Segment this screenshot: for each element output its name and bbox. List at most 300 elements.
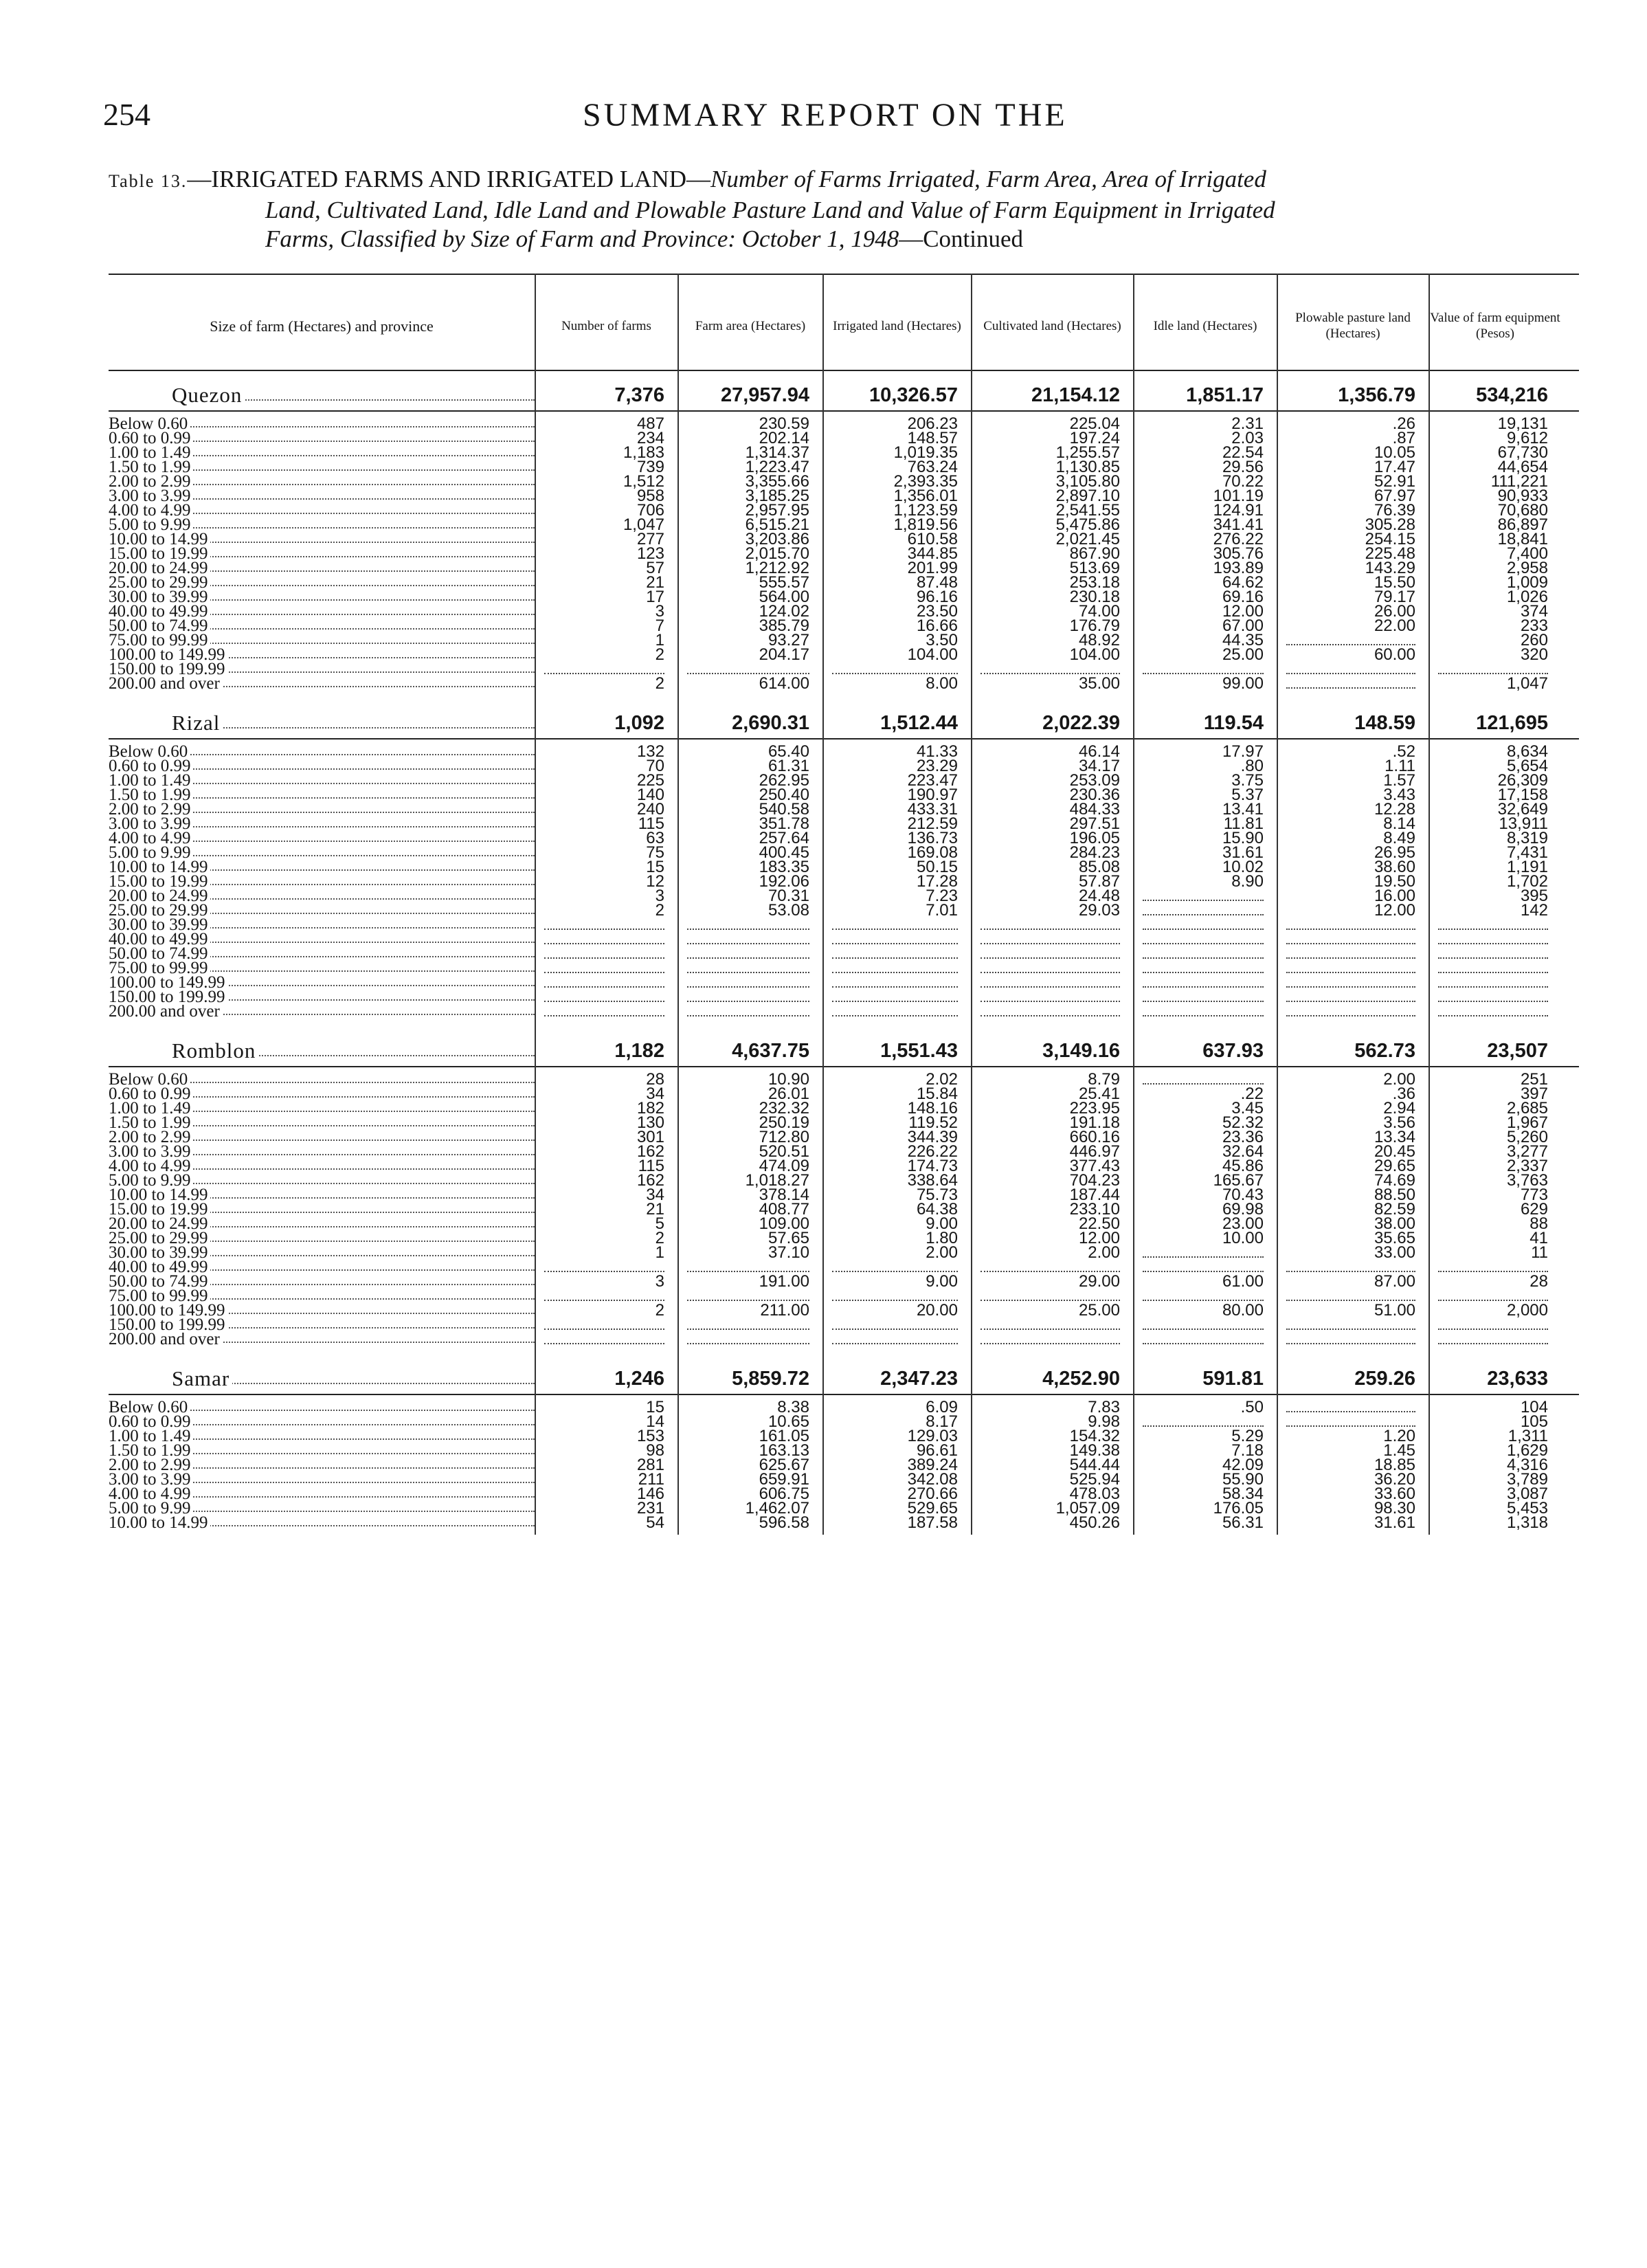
farm-size-label: 20.00 to 24.99 [109, 1217, 210, 1231]
table-cell [1430, 1318, 1548, 1332]
farm-size-label: 3.00 to 3.99 [109, 1145, 193, 1159]
table-title-italic-2: Land, Cultivated Land, Idle Land and Plowable Pasture Land and Value of Farm Equipment in Irrigated [265, 197, 1275, 223]
table-cell: 773 [1520, 1186, 1548, 1204]
table-cell: 231 [636, 1499, 664, 1517]
table-cell: 251 [1520, 1070, 1548, 1089]
table-cell: 1,026 [1506, 588, 1548, 606]
table-cell: 17.47 [1374, 458, 1415, 476]
farm-size-label: 1.50 to 1.99 [109, 788, 193, 802]
table-cell: .87 [1392, 429, 1415, 447]
table-cell [1278, 1005, 1415, 1019]
table-cell [536, 990, 664, 1004]
table-cell: 96.61 [916, 1441, 958, 1460]
farm-size-label: 100.00 to 149.99 [109, 1304, 227, 1318]
table-cell: 2,897.10 [1055, 487, 1120, 505]
table-cell: 21 [646, 1200, 664, 1219]
table-cell: 13,911 [1499, 814, 1548, 833]
table-cell: 44,654 [1497, 458, 1548, 476]
table-cell: 140 [636, 786, 664, 804]
farm-size-label: 15.00 to 19.99 [109, 875, 210, 889]
table-cell [972, 918, 1120, 932]
farm-size-label: 1.50 to 1.99 [109, 460, 193, 474]
farm-size-label: 1.50 to 1.99 [109, 1116, 193, 1130]
table-cell [1278, 961, 1415, 975]
table-cell: 90,933 [1497, 487, 1548, 505]
province-total-cell: 7,376 [614, 384, 664, 406]
table-cell [1134, 1333, 1264, 1346]
table-cell: 23.50 [916, 602, 958, 621]
table-cell: 2 [655, 674, 664, 693]
farm-size-label: 2.00 to 2.99 [109, 475, 193, 489]
table-cell: 69.98 [1222, 1200, 1264, 1219]
farm-size-label: 40.00 to 49.99 [109, 605, 210, 619]
table-cell: 614.00 [759, 674, 809, 693]
table-cell [824, 1333, 958, 1346]
table-cell: 104.00 [1069, 645, 1120, 664]
table-cell: 3,277 [1506, 1142, 1548, 1161]
table-cell: 2,393.35 [893, 472, 958, 491]
table-cell: 540.58 [759, 800, 809, 819]
table-cell [679, 961, 809, 975]
table-cell: 3,789 [1506, 1470, 1548, 1489]
table-cell: 115 [638, 814, 664, 833]
table-cell: 88 [1530, 1214, 1548, 1233]
table-cell: 230.36 [1069, 786, 1120, 804]
table-cell: 10.90 [768, 1070, 809, 1089]
table-cell: 5,260 [1506, 1128, 1548, 1146]
table-cell: 12 [646, 872, 664, 891]
farm-size-label: 40.00 to 49.99 [109, 1260, 210, 1274]
table-cell: 867.90 [1069, 544, 1120, 563]
table-cell: 163.13 [759, 1441, 809, 1460]
table-title-main: —IRRIGATED FARMS AND IRRIGATED LAND— [187, 166, 710, 192]
table-cell [972, 990, 1120, 1004]
province-total-cell: 10,326.57 [869, 384, 958, 406]
table-cell: 9.00 [926, 1272, 958, 1291]
table-cell: 660.16 [1069, 1128, 1120, 1146]
table-cell: 277 [636, 530, 664, 548]
table-cell: 2 [655, 645, 664, 664]
table-cell: 146 [636, 1485, 664, 1503]
table-cell: 21 [646, 573, 664, 592]
table-cell [1430, 961, 1548, 975]
table-cell: 119.52 [908, 1113, 958, 1132]
table-cell: 28 [1530, 1272, 1548, 1291]
table-cell: 105 [1520, 1412, 1548, 1431]
table-cell: 233 [1520, 616, 1548, 635]
farm-size-label: 30.00 to 39.99 [109, 590, 210, 604]
table-cell: 132 [636, 742, 664, 761]
table-cell [972, 1333, 1120, 1346]
table-cell: 153 [636, 1427, 664, 1445]
table-cell: 187.44 [1069, 1186, 1120, 1204]
column-rule [1133, 274, 1134, 1535]
table-cell [972, 1005, 1120, 1019]
province-total-cell: 1,551.43 [880, 1040, 958, 1062]
table-cell: 1,629 [1506, 1441, 1548, 1460]
table-cell: 29.03 [1078, 901, 1120, 920]
table-cell: 629 [1520, 1200, 1548, 1219]
table-cell: 484.33 [1069, 800, 1120, 819]
table-cell: 8.14 [1383, 814, 1415, 833]
province-total-cell: 1,356.79 [1338, 384, 1415, 406]
table-cell: 211 [638, 1470, 664, 1489]
province-name: Quezon [172, 383, 245, 407]
table-cell: 385.79 [759, 616, 809, 635]
table-cell: 1,018.27 [745, 1171, 809, 1190]
table-cell: 377.43 [1069, 1157, 1120, 1175]
table-cell: 69.16 [1222, 588, 1264, 606]
table-cell: 101.19 [1213, 487, 1264, 505]
table-cell: 1,318 [1506, 1513, 1548, 1532]
farm-size-label: 100.00 to 149.99 [109, 976, 227, 990]
province-total-cell: 2,690.31 [732, 712, 809, 734]
column-header-6: Plowable pasture land (Hectares) [1295, 311, 1411, 341]
table-cell: 88.50 [1374, 1186, 1415, 1204]
table-cell: 18,841 [1497, 530, 1548, 548]
table-cell: 2.02 [926, 1070, 958, 1089]
table-cell: 67.97 [1374, 487, 1415, 505]
table-cell: 16.66 [916, 616, 958, 635]
table-cell: 35.00 [1078, 674, 1120, 693]
table-cell: 12.00 [1078, 1229, 1120, 1247]
table-cell: 3 [655, 887, 664, 905]
table-label: Table 13. [109, 171, 188, 191]
table-cell: 29.56 [1222, 458, 1264, 476]
table-title-italic-1: Number of Farms Irrigated, Farm Area, Area of Irrigated [710, 166, 1266, 192]
table-cell: 74.69 [1374, 1171, 1415, 1190]
farm-size-label: 0.60 to 0.99 [109, 1087, 193, 1101]
table-cell: 98 [646, 1441, 664, 1460]
page-number: 254 [103, 97, 150, 132]
running-head: SUMMARY REPORT ON THE [583, 97, 1068, 133]
table-cell: 161.05 [759, 1427, 809, 1445]
table-cell: 191.00 [759, 1272, 809, 1291]
table-cell: 9,612 [1506, 429, 1548, 447]
table-cell: 54 [646, 1513, 664, 1532]
table-cell: 70 [646, 757, 664, 775]
table-cell [1134, 990, 1264, 1004]
province-total-cell: 1,512.44 [880, 712, 958, 734]
table-cell: 99.00 [1222, 674, 1264, 693]
table-cell: 5,453 [1506, 1499, 1548, 1517]
table-cell: 712.80 [759, 1128, 809, 1146]
table-cell: 3.43 [1383, 786, 1415, 804]
table-cell: 1,212.92 [745, 559, 809, 577]
table-cell: 610.58 [907, 530, 958, 548]
table-cell: 7.83 [1088, 1398, 1120, 1416]
table-cell: 257.64 [759, 829, 809, 847]
table-cell [536, 976, 664, 990]
province-name: Romblon [172, 1038, 258, 1063]
table-cell [679, 1318, 809, 1332]
table-cell: 2,021.45 [1055, 530, 1120, 548]
table-cell [824, 990, 958, 1004]
table-cell: 2,015.70 [745, 544, 809, 563]
farm-size-label: 3.00 to 3.99 [109, 1473, 193, 1487]
table-cell: 253.18 [1069, 573, 1120, 592]
table-cell: 659.91 [759, 1470, 809, 1489]
table-cell [1430, 1005, 1548, 1019]
table-cell: 704.23 [1069, 1171, 1120, 1190]
table-cell: 38.60 [1374, 858, 1415, 876]
table-cell: 3.50 [926, 631, 958, 649]
table-cell [536, 961, 664, 975]
table-cell: 9.00 [926, 1214, 958, 1233]
table-cell [1134, 947, 1264, 961]
table-cell: 12.00 [1374, 901, 1415, 920]
column-rule [822, 274, 824, 1535]
farm-size-label: 200.00 and over [109, 1333, 223, 1346]
table-cell: 2.00 [926, 1243, 958, 1262]
farm-size-label: 50.00 to 74.99 [109, 947, 210, 961]
table-cell: 9.98 [1088, 1412, 1120, 1431]
province-rule [109, 1394, 1579, 1395]
table-cell [1430, 1333, 1548, 1346]
table-cell: 64.38 [916, 1200, 958, 1219]
table-cell: 206.23 [907, 414, 958, 433]
province-total-cell: 121,695 [1476, 712, 1548, 734]
column-rule [677, 274, 679, 1535]
province-total-cell: 27,957.94 [720, 384, 809, 406]
farm-size-label: 5.00 to 9.99 [109, 846, 193, 860]
column-header-5: Idle land (Hectares) [1153, 318, 1257, 333]
table-cell: 2,541.55 [1055, 501, 1120, 520]
table-cell: 41 [1530, 1229, 1548, 1247]
table-top-rule [109, 274, 1579, 275]
table-cell: 254.15 [1365, 530, 1415, 548]
table-cell: 52.91 [1374, 472, 1415, 491]
table-cell: 344.39 [907, 1128, 958, 1146]
table-cell: 1,967 [1506, 1113, 1548, 1132]
table-cell: 8.17 [926, 1412, 958, 1431]
table-cell [1278, 933, 1415, 946]
table-cell: 8.49 [1383, 829, 1415, 847]
table-cell: 2,337 [1506, 1157, 1548, 1175]
table-cell: 16.00 [1374, 887, 1415, 905]
table-cell [1278, 1318, 1415, 1332]
table-cell: 351.78 [759, 814, 809, 833]
table-cell: 1,223.47 [745, 458, 809, 476]
table-cell: 4,316 [1506, 1456, 1548, 1474]
table-cell: 22.00 [1374, 616, 1415, 635]
table-cell: 23.00 [1222, 1214, 1264, 1233]
table-cell: 3,355.66 [745, 472, 809, 491]
table-cell: 33.60 [1374, 1485, 1415, 1503]
table-cell: 176.79 [1069, 616, 1120, 635]
table-cell [1134, 889, 1264, 903]
province-total-cell: 259.26 [1354, 1368, 1415, 1390]
table-cell: 226.22 [907, 1142, 958, 1161]
table-cell: 7 [655, 616, 664, 635]
table-cell: 31.61 [1222, 843, 1264, 862]
table-cell: 3.56 [1383, 1113, 1415, 1132]
table-cell: 12.28 [1374, 800, 1415, 819]
table-cell: 58.34 [1222, 1485, 1264, 1503]
table-cell: 76.39 [1374, 501, 1415, 520]
table-cell: .22 [1240, 1085, 1264, 1103]
table-cell: 22.50 [1078, 1214, 1120, 1233]
table-cell: 57.65 [768, 1229, 809, 1247]
table-cell: 15 [646, 1398, 664, 1416]
table-cell: 38.00 [1374, 1214, 1415, 1233]
table-cell: 625.67 [759, 1456, 809, 1474]
farm-size-label: 3.00 to 3.99 [109, 489, 193, 503]
table-cell: 1,183 [623, 443, 664, 462]
table-cell [1430, 918, 1548, 932]
table-cell: .26 [1392, 414, 1415, 433]
province-total-cell: 23,507 [1487, 1040, 1548, 1062]
table-cell: 57 [646, 559, 664, 577]
table-cell: 93.27 [768, 631, 809, 649]
farm-size-label: 150.00 to 199.99 [109, 1318, 227, 1332]
table-cell [679, 990, 809, 1004]
table-cell: 1,130.85 [1055, 458, 1120, 476]
table-cell: 389.24 [907, 1456, 958, 1474]
table-cell [679, 933, 809, 946]
table-cell: 301 [636, 1128, 664, 1146]
table-cell: 63 [646, 829, 664, 847]
table-cell: 124.91 [1213, 501, 1264, 520]
table-cell: 196.05 [1069, 829, 1120, 847]
table-cell: 1.11 [1385, 757, 1415, 775]
table-cell [536, 1005, 664, 1019]
table-cell: 204.17 [759, 645, 809, 664]
column-rule [1428, 274, 1430, 1535]
table-cell: 433.31 [907, 800, 958, 819]
table-cell: 19.50 [1374, 872, 1415, 891]
province-rule [109, 410, 1579, 412]
table-cell: 706 [636, 501, 664, 520]
farm-size-label: 1.00 to 1.49 [109, 446, 193, 460]
province-rule [109, 1066, 1579, 1067]
table-cell: 202.14 [759, 429, 809, 447]
table-cell: 44.35 [1222, 631, 1264, 649]
farm-size-label: 0.60 to 0.99 [109, 759, 193, 773]
table-cell: 250.19 [759, 1113, 809, 1132]
table-cell: 50.15 [916, 858, 958, 876]
table-cell: 3,185.25 [745, 487, 809, 505]
table-cell [1278, 947, 1415, 961]
province-total-cell: 5,859.72 [732, 1368, 809, 1390]
table-cell: 26,309 [1497, 771, 1548, 790]
table-cell: 20.00 [916, 1301, 958, 1320]
farm-size-label: 20.00 to 24.99 [109, 889, 210, 903]
table-cell [536, 1333, 664, 1346]
farm-size-label: 5.00 to 9.99 [109, 518, 193, 532]
table-cell: 35.65 [1374, 1229, 1415, 1247]
table-cell: 529.65 [907, 1499, 958, 1517]
table-cell: 123 [636, 544, 664, 563]
table-cell: 74.00 [1078, 602, 1120, 621]
table-cell [1134, 918, 1264, 932]
farm-size-label: 4.00 to 4.99 [109, 832, 193, 845]
farm-size-label: 75.00 to 99.99 [109, 1289, 210, 1303]
table-cell: 17.28 [916, 872, 958, 891]
table-cell: 1,314.37 [745, 443, 809, 462]
table-cell [536, 933, 664, 946]
table-cell: 525.94 [1069, 1470, 1120, 1489]
table-cell: 104.00 [907, 645, 958, 664]
table-cell [824, 947, 958, 961]
farm-size-label: 3.00 to 3.99 [109, 817, 193, 831]
column-rule [535, 274, 536, 1535]
province-total-cell: 591.81 [1202, 1368, 1264, 1390]
table-cell: 446.97 [1069, 1142, 1120, 1161]
table-cell: 2.31 [1231, 414, 1264, 433]
table-cell: 8.38 [777, 1398, 809, 1416]
farm-size-label: Below 0.60 [109, 417, 190, 431]
table-cell: 6.09 [926, 1398, 958, 1416]
table-cell: 70,680 [1497, 501, 1548, 520]
table-cell: 29.65 [1374, 1157, 1415, 1175]
table-cell [679, 1005, 809, 1019]
table-cell: 378.14 [759, 1186, 809, 1204]
table-cell: .80 [1240, 757, 1264, 775]
table-cell [972, 933, 1120, 946]
table-cell: 82.59 [1374, 1200, 1415, 1219]
table-cell: 450.26 [1069, 1513, 1120, 1532]
table-cell: .36 [1392, 1085, 1415, 1103]
farm-size-label: 2.00 to 2.99 [109, 1458, 193, 1472]
table-cell: 3,087 [1506, 1485, 1548, 1503]
table-cell: 26.00 [1374, 602, 1415, 621]
province-total-cell: 119.54 [1203, 712, 1264, 734]
table-cell: 51.00 [1374, 1301, 1415, 1320]
table-cell: 233.10 [1069, 1200, 1120, 1219]
table-cell: 201.99 [907, 559, 958, 577]
province-name: Rizal [172, 711, 223, 735]
table-cell: 2,000 [1506, 1301, 1548, 1320]
table-cell: 1,255.57 [1055, 443, 1120, 462]
table-cell: 149.38 [1069, 1441, 1120, 1460]
table-cell: 6,515.21 [745, 515, 809, 534]
farm-size-label: Below 0.60 [109, 745, 190, 759]
table-cell: 14 [646, 1412, 664, 1431]
table-cell [824, 961, 958, 975]
province-total-cell: 3,149.16 [1042, 1040, 1120, 1062]
table-cell [824, 976, 958, 990]
farm-size-label: Below 0.60 [109, 1073, 190, 1087]
table-cell: 23.29 [916, 757, 958, 775]
table-cell: 8,319 [1506, 829, 1548, 847]
column-header-2: Farm area (Hectares) [695, 318, 806, 333]
table-cell [972, 976, 1120, 990]
table-cell: 555.57 [759, 573, 809, 592]
table-cell: 478.03 [1069, 1485, 1120, 1503]
table-cell [1430, 947, 1548, 961]
table-cell: 70.43 [1222, 1186, 1264, 1204]
farm-size-label: 10.00 to 14.99 [109, 1516, 210, 1530]
table-cell [824, 933, 958, 946]
table-cell: 1.80 [926, 1229, 958, 1247]
table-cell: 11 [1531, 1243, 1548, 1262]
farm-size-label: 200.00 and over [109, 677, 223, 691]
table-cell [1430, 933, 1548, 946]
table-cell: 25.00 [1222, 645, 1264, 664]
province-total-cell: 1,092 [614, 712, 664, 734]
province-total-cell: 1,246 [614, 1368, 664, 1390]
table-cell: 1,019.35 [893, 443, 958, 462]
table-cell [972, 1318, 1120, 1332]
table-cell: 374 [1520, 602, 1548, 621]
table-cell [536, 663, 664, 676]
farm-size-label: 30.00 to 39.99 [109, 918, 210, 932]
table-cell: 55.90 [1222, 1470, 1264, 1489]
table-cell: 15.50 [1374, 573, 1415, 592]
table-cell: 606.75 [759, 1485, 809, 1503]
table-cell: 174.73 [907, 1157, 958, 1175]
